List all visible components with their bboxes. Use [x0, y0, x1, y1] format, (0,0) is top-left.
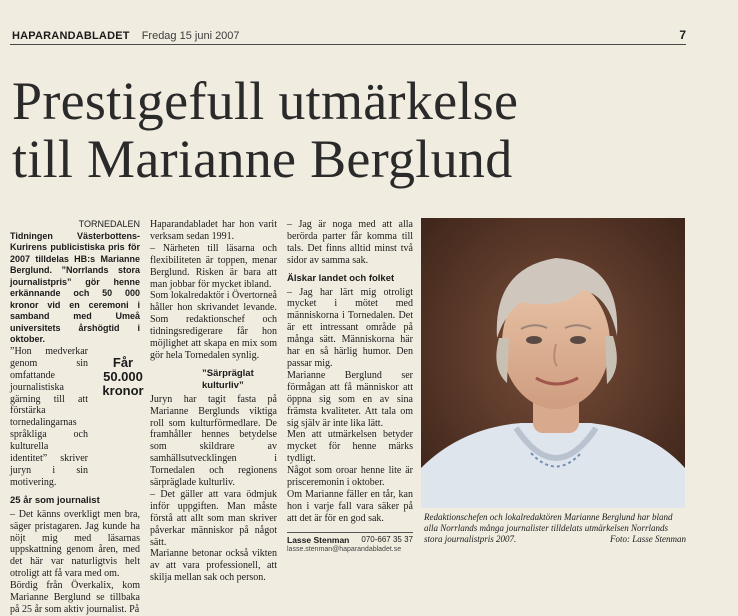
author-phone: 070-667 35 37: [361, 535, 413, 544]
pull-quote-line: Får: [112, 355, 134, 370]
paragraph: – Jag har lärt mig otroligt mycket i mötet med människorna i Tornedalen. Det är ett intressant område på många sätt. Människorna här har en så härlig humor. Den passar mig.: [287, 286, 413, 369]
photo-caption: [424, 512, 686, 545]
article-column-2: [150, 219, 277, 584]
subheading: Älskar landet och folket: [287, 272, 395, 284]
paragraph: Om Marianne fäller en tår, kan hon i varje fall vara säker på att det är för en god sak.: [287, 488, 413, 524]
newspaper-name: HAPARANDABLADET: [12, 30, 130, 42]
paragraph: – Det känns overkligt men bra, säger pristagaren. Jag kunde ha nöjt mig med läsarnas uppskattning genom åren, med det här var naturligtvis helt otroligt att få vara med om.: [10, 508, 140, 580]
subheading: 25 år som journalist: [10, 494, 100, 506]
pull-quote-line: 50.000: [103, 369, 143, 384]
masthead: [12, 28, 686, 42]
paragraph: Haparandabladet har hon varit verksam sedan 1991.: [150, 219, 277, 242]
paragraph: Som lokalredaktör i Övertorneå håller hon skrivandet levande. Som redaktionschef och tidningsredigerare får hon möjlighet att skapa en mix som gör hela Tornedalen synlig.: [150, 290, 277, 361]
paragraph: Juryn har tagit fasta på Marianne Berglunds viktiga roll som kulturförmedlare. De framhåller hennes betydelse som skildrare av samhällsutvecklingen i Tornedalen och regionens särpräglade kulturliv.: [150, 393, 277, 489]
headline: [12, 72, 692, 188]
headline-line-2: till Marianne Berglund: [12, 129, 513, 189]
page-number: 7: [679, 28, 686, 42]
issue-date: Fredag 15 juni 2007: [141, 30, 240, 42]
author-email[interactable]: lasse.stenman@haparandabladet.se: [287, 546, 402, 553]
byline: [287, 532, 413, 553]
portrait-illustration: [421, 218, 685, 508]
author-name: Lasse Stenman: [287, 535, 350, 545]
article-column-1: [10, 219, 140, 616]
paragraph: Marianne betonar också vikten av att vara professionell, att skilja mellan sak och person.: [150, 548, 277, 584]
masthead-rule: [10, 44, 686, 45]
ingress: Tidningen Västerbottens-Kurirens publicistiska pris för 2007 tilldelas HB:s Marianne Berglund. ”Norrlands stora journalistpris” gör henne erkännande och 50 000 kronor vid en ceremoni i samband med Umeå universitets årshögtid i oktober.: [10, 230, 140, 345]
paragraph: – Jag är noga med att alla berörda parter får komma till tals. Det finns alltid minst två sidor av samma sak.: [287, 219, 413, 266]
article-column-3: [287, 219, 413, 525]
paragraph: Bördig från Överkalix, kom Marianne Berglund se tillbaka på 25 år som aktiv journalist. På: [10, 580, 140, 615]
headline-line-1: Prestigefull utmärkelse: [12, 71, 519, 131]
paragraph: Något som oroar henne lite är prisceremonin i oktober.: [287, 465, 413, 489]
paragraph: – Det gäller att vara ödmjuk inför uppgiften. Man måste förstå att allt som man skriver påverkar människor på något sätt.: [150, 488, 277, 548]
paragraph: Men att utmärkelsen betyder mycket för henne märks tydligt.: [287, 429, 413, 465]
portrait-photo: [421, 218, 685, 508]
pull-quote-line: kronor: [102, 383, 144, 398]
pull-quote: [93, 356, 153, 398]
photo-credit: Foto: Lasse Stenman: [610, 534, 686, 544]
subheading: ”Särpräglat kulturliv”: [202, 367, 254, 391]
paragraph: – Närheten till läsarna och flexibiliteten är toppen, menar Berglund. Risken är bara att man jobbar för mycket ibland.: [150, 242, 277, 290]
caption-text: Redaktionschefen och lokalredaktören Marianne Berglund har bland alla Norrlands många journalister tilldelats utmärkelsen Norrlands stora journalistpris 2007.: [424, 512, 673, 544]
paragraph: ”Hon medverkar genom sin omfattande journalistiska gärning till att förstärka tornedalingarnas språkliga och kulturella identitet” skriver juryn i sin motivering.: [10, 345, 88, 488]
dateline: TORNEDALEN: [78, 219, 140, 229]
paragraph: Marianne Berglund ser förmågan att få människor att öppna sig som en av sina främsta kvaliteter. Att tala om sig själv är inte lika lätt.: [287, 369, 413, 429]
